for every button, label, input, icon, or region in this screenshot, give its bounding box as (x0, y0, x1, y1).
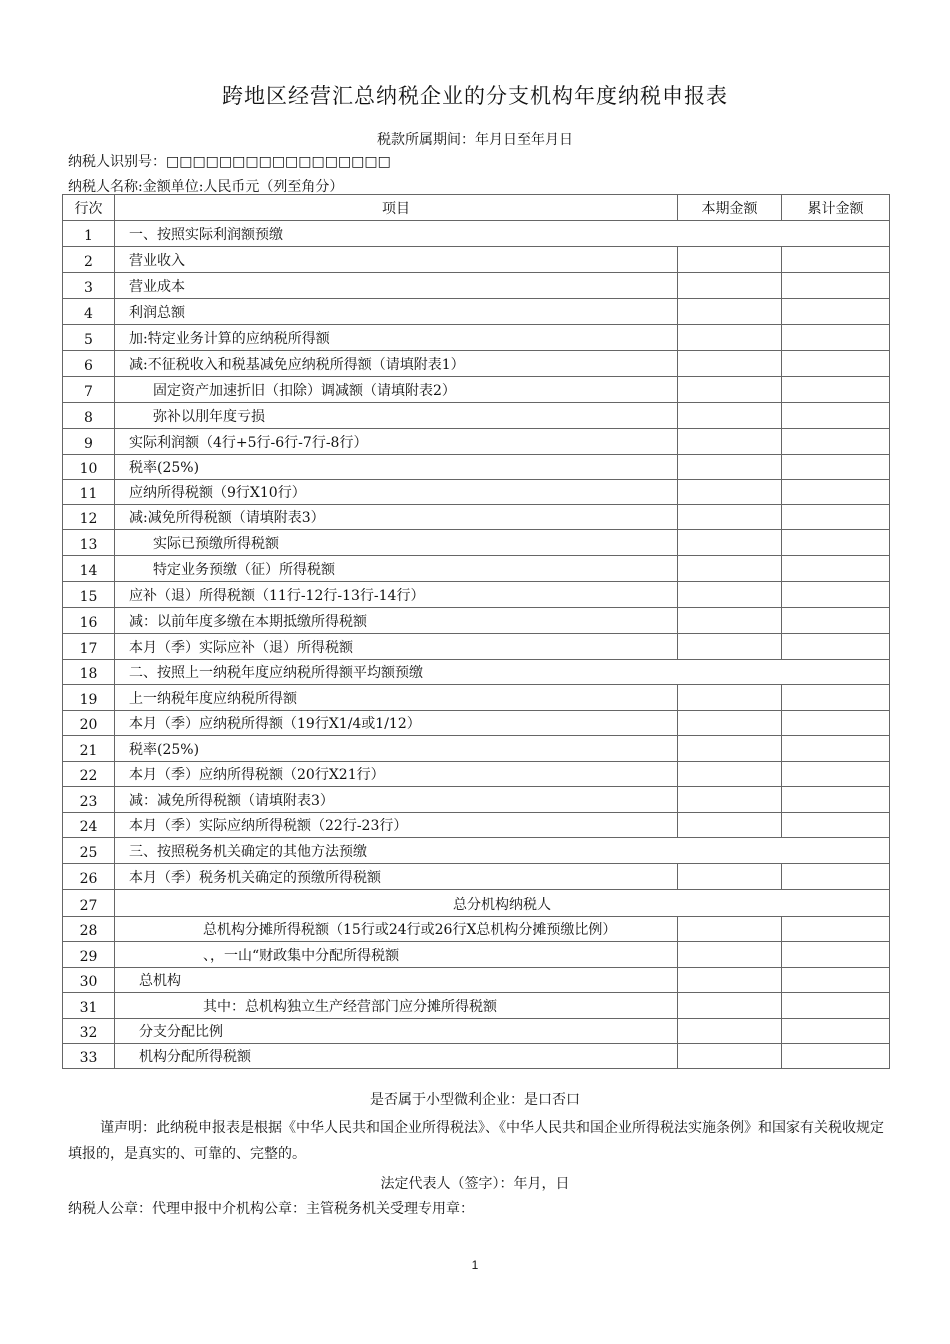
table-row (63, 299, 890, 325)
current-amount-cell[interactable] (678, 403, 782, 429)
declaration-text: 谨声明：此纳税申报表是根据《中华人民共和国企业所得税法》、《中华人民共和国企业所得税法实施条例》和国家有关税收规定填报的，是真实的、可靠的、完整的。 (68, 1120, 884, 1162)
row-item-label: 特定业务预缴（征）所得税额 (115, 556, 678, 582)
row-number: 10 (63, 455, 115, 480)
legal-representative-line: 法定代表人（签字）：年月，日 (380, 1176, 570, 1192)
table-row (63, 942, 890, 968)
current-amount-cell[interactable] (678, 917, 782, 942)
cumulative-amount-cell[interactable] (782, 762, 890, 787)
cumulative-amount-cell[interactable] (782, 1044, 890, 1069)
row-item-label: 弥补以刖年度亏损 (115, 403, 678, 429)
current-amount-cell[interactable] (678, 325, 782, 351)
cumulative-amount-cell[interactable] (782, 325, 890, 351)
current-amount-cell[interactable] (678, 1019, 782, 1044)
table-row (63, 530, 890, 556)
current-amount-cell[interactable] (678, 608, 782, 634)
row-item-label: 营业收入 (115, 247, 678, 273)
table-row (63, 247, 890, 273)
cumulative-amount-cell[interactable] (782, 813, 890, 838)
row-number: 19 (63, 685, 115, 711)
cumulative-amount-cell[interactable] (782, 377, 890, 403)
declaration-table (62, 194, 890, 1069)
cumulative-amount-cell[interactable] (782, 247, 890, 273)
current-amount-cell[interactable] (678, 762, 782, 787)
row-item-label: 分支分配比例 (115, 1019, 678, 1044)
row-item-label: 减：以前年度多缴在本期抵缴所得税额 (115, 608, 678, 634)
row-number: 25 (63, 838, 115, 864)
row-item-label: 、，一山“财政集中分配所得税额 (115, 942, 678, 968)
table-row (63, 968, 890, 993)
table-row (63, 351, 890, 377)
small-enterprise-question[interactable]: 是否属于小型微利企业：是口否口 (370, 1092, 580, 1108)
current-amount-cell[interactable] (678, 351, 782, 377)
form-title: 跨地区经营汇总纳税企业的分支机构年度纳税申报表 (222, 84, 728, 108)
row-item-label: 总机构分摊所得税额（15行或24行或26行X总机构分摊预缴比例） (115, 917, 678, 942)
table-row (63, 813, 890, 838)
taxpayer-id-field[interactable]: 纳税人识别号：□□□□□□□□□□□□□□□□□ (68, 154, 391, 170)
row-item-label: 本月（季）应纳税所得额（19行X1/4或1/12） (115, 711, 678, 736)
table-row (63, 505, 890, 530)
cumulative-amount-cell[interactable] (782, 711, 890, 736)
cumulative-amount-cell[interactable] (782, 864, 890, 890)
cumulative-amount-cell[interactable] (782, 1019, 890, 1044)
current-amount-cell[interactable] (678, 273, 782, 299)
table-row (63, 1019, 890, 1044)
header-item: 项目 (115, 195, 678, 221)
row-number: 8 (63, 403, 115, 429)
table-row (63, 685, 890, 711)
current-amount-cell[interactable] (678, 787, 782, 813)
cumulative-amount-cell[interactable] (782, 608, 890, 634)
header-current-amount: 本期金额 (678, 195, 782, 221)
taxpayer-name-field[interactable]: 纳税人名称:金额单位:人民币元（列至角分） (68, 179, 344, 195)
current-amount-cell[interactable] (678, 685, 782, 711)
current-amount-cell[interactable] (678, 299, 782, 325)
row-number: 12 (63, 505, 115, 530)
row-number: 31 (63, 993, 115, 1019)
current-amount-cell[interactable] (678, 968, 782, 993)
cumulative-amount-cell[interactable] (782, 480, 890, 505)
current-amount-cell[interactable] (678, 736, 782, 762)
cumulative-amount-cell[interactable] (782, 455, 890, 480)
row-number: 17 (63, 634, 115, 660)
cumulative-amount-cell[interactable] (782, 993, 890, 1019)
tax-period: 税款所属期间：年月日至年月日 (377, 132, 573, 148)
current-amount-cell[interactable] (678, 505, 782, 530)
current-amount-cell[interactable] (678, 711, 782, 736)
cumulative-amount-cell[interactable] (782, 429, 890, 455)
current-amount-cell[interactable] (678, 377, 782, 403)
table-row (63, 660, 890, 685)
cumulative-amount-cell[interactable] (782, 273, 890, 299)
row-item-label: 加:特定业务计算的应纳税所得额 (115, 325, 678, 351)
row-number: 16 (63, 608, 115, 634)
table-row (63, 917, 890, 942)
table-row (63, 273, 890, 299)
current-amount-cell[interactable] (678, 480, 782, 505)
row-number: 7 (63, 377, 115, 403)
row-item-label: 本月（季）实际应纳所得税额（22行-23行） (115, 813, 678, 838)
table-row (63, 221, 890, 247)
table-row (63, 325, 890, 351)
row-item-label: 固定资产加速折旧（扣除）调减额（请填附表2） (115, 377, 678, 403)
cumulative-amount-cell[interactable] (782, 917, 890, 942)
cumulative-amount-cell[interactable] (782, 787, 890, 813)
row-item-label: 机构分配所得税额 (115, 1044, 678, 1069)
row-number: 11 (63, 480, 115, 505)
row-item-label: 本月（季）应纳所得税额（20行X21行） (115, 762, 678, 787)
row-number: 13 (63, 530, 115, 556)
row-item-label: 应纳所得税额（9行X10行） (115, 480, 678, 505)
table-header-row (63, 195, 890, 221)
row-number: 29 (63, 942, 115, 968)
row-number: 3 (63, 273, 115, 299)
current-amount-cell[interactable] (678, 1044, 782, 1069)
table-row (63, 556, 890, 582)
row-item-label: 实际已预缴所得税额 (115, 530, 678, 556)
cumulative-amount-cell[interactable] (782, 403, 890, 429)
current-amount-cell[interactable] (678, 634, 782, 660)
current-amount-cell[interactable] (678, 942, 782, 968)
table-row (63, 429, 890, 455)
cumulative-amount-cell[interactable] (782, 351, 890, 377)
current-amount-cell[interactable] (678, 864, 782, 890)
cumulative-amount-cell[interactable] (782, 736, 890, 762)
cumulative-amount-cell[interactable] (782, 505, 890, 530)
row-number: 24 (63, 813, 115, 838)
row-number: 14 (63, 556, 115, 582)
row-item-label: 税率(25%) (115, 736, 678, 762)
table-row (63, 455, 890, 480)
cumulative-amount-cell[interactable] (782, 530, 890, 556)
row-number: 28 (63, 917, 115, 942)
row-item-label: 其中：总机构独立生产经营部门应分摊所得税额 (115, 993, 678, 1019)
row-item-label: 本月（季）实际应补（退）所得税额 (115, 634, 678, 660)
table-row (63, 787, 890, 813)
current-amount-cell[interactable] (678, 530, 782, 556)
row-item-label: 总机构 (115, 968, 678, 993)
cumulative-amount-cell[interactable] (782, 556, 890, 582)
cumulative-amount-cell[interactable] (782, 685, 890, 711)
table-row (63, 762, 890, 787)
row-number: 1 (63, 221, 115, 247)
seals-line: 纳税人公章：代理申报中介机构公章：主管税务机关受理专用章： (68, 1201, 474, 1217)
current-amount-cell[interactable] (678, 556, 782, 582)
row-item-label: 三、按照税务机关确定的其他方法预缴 (115, 838, 890, 864)
row-item-label: 利润总额 (115, 299, 678, 325)
row-number: 27 (63, 890, 115, 917)
table-row (63, 864, 890, 890)
row-number: 32 (63, 1019, 115, 1044)
table-row (63, 403, 890, 429)
cumulative-amount-cell[interactable] (782, 582, 890, 608)
row-item-label: 实际利润额（4行+5行-6行-7行-8行） (115, 429, 678, 455)
row-item-label: 税率(25%) (115, 455, 678, 480)
table-row (63, 711, 890, 736)
table-row (63, 377, 890, 403)
row-number: 5 (63, 325, 115, 351)
row-item-label: 本月（季）税务机关确定的预缴所得税额 (115, 864, 678, 890)
row-item-label: 一、按照实际利润额预缴 (115, 221, 890, 247)
row-item-label: 减:不征税收入和税基减免应纳税所得额（请填附表1） (115, 351, 678, 377)
cumulative-amount-cell[interactable] (782, 968, 890, 993)
table-row (63, 993, 890, 1019)
current-amount-cell[interactable] (678, 429, 782, 455)
table-row (63, 890, 890, 917)
row-item-label: 上一纳税年度应纳税所得额 (115, 685, 678, 711)
row-number: 15 (63, 582, 115, 608)
row-item-label: 总分机构纳税人 (115, 890, 890, 917)
row-number: 2 (63, 247, 115, 273)
table-row (63, 1044, 890, 1069)
row-number: 21 (63, 736, 115, 762)
row-item-label: 减:减免所得税额（请填附表3） (115, 505, 678, 530)
cumulative-amount-cell[interactable] (782, 634, 890, 660)
row-number: 23 (63, 787, 115, 813)
row-number: 26 (63, 864, 115, 890)
table-row (63, 608, 890, 634)
row-number: 4 (63, 299, 115, 325)
current-amount-cell[interactable] (678, 993, 782, 1019)
header-cumulative-amount: 累计金额 (782, 195, 890, 221)
row-item-label: 营业成本 (115, 273, 678, 299)
row-number: 6 (63, 351, 115, 377)
table-row (63, 480, 890, 505)
row-number: 9 (63, 429, 115, 455)
table-row (63, 838, 890, 864)
cumulative-amount-cell[interactable] (782, 942, 890, 968)
current-amount-cell[interactable] (678, 247, 782, 273)
cumulative-amount-cell[interactable] (782, 299, 890, 325)
table-row (63, 582, 890, 608)
row-item-label: 应补（退）所得税额（11行-12行-13行-14行） (115, 582, 678, 608)
table-row (63, 736, 890, 762)
current-amount-cell[interactable] (678, 455, 782, 480)
table-row (63, 634, 890, 660)
row-item-label: 减：减免所得税额（请填附表3） (115, 787, 678, 813)
page-number: 1 (471, 1258, 479, 1272)
current-amount-cell[interactable] (678, 813, 782, 838)
row-number: 20 (63, 711, 115, 736)
row-item-label: 二、按照上一纳税年度应纳税所得额平均额预缴 (115, 660, 890, 685)
current-amount-cell[interactable] (678, 582, 782, 608)
row-number: 30 (63, 968, 115, 993)
header-row-number: 行次 (63, 195, 115, 221)
row-number: 22 (63, 762, 115, 787)
row-number: 18 (63, 660, 115, 685)
row-number: 33 (63, 1044, 115, 1069)
